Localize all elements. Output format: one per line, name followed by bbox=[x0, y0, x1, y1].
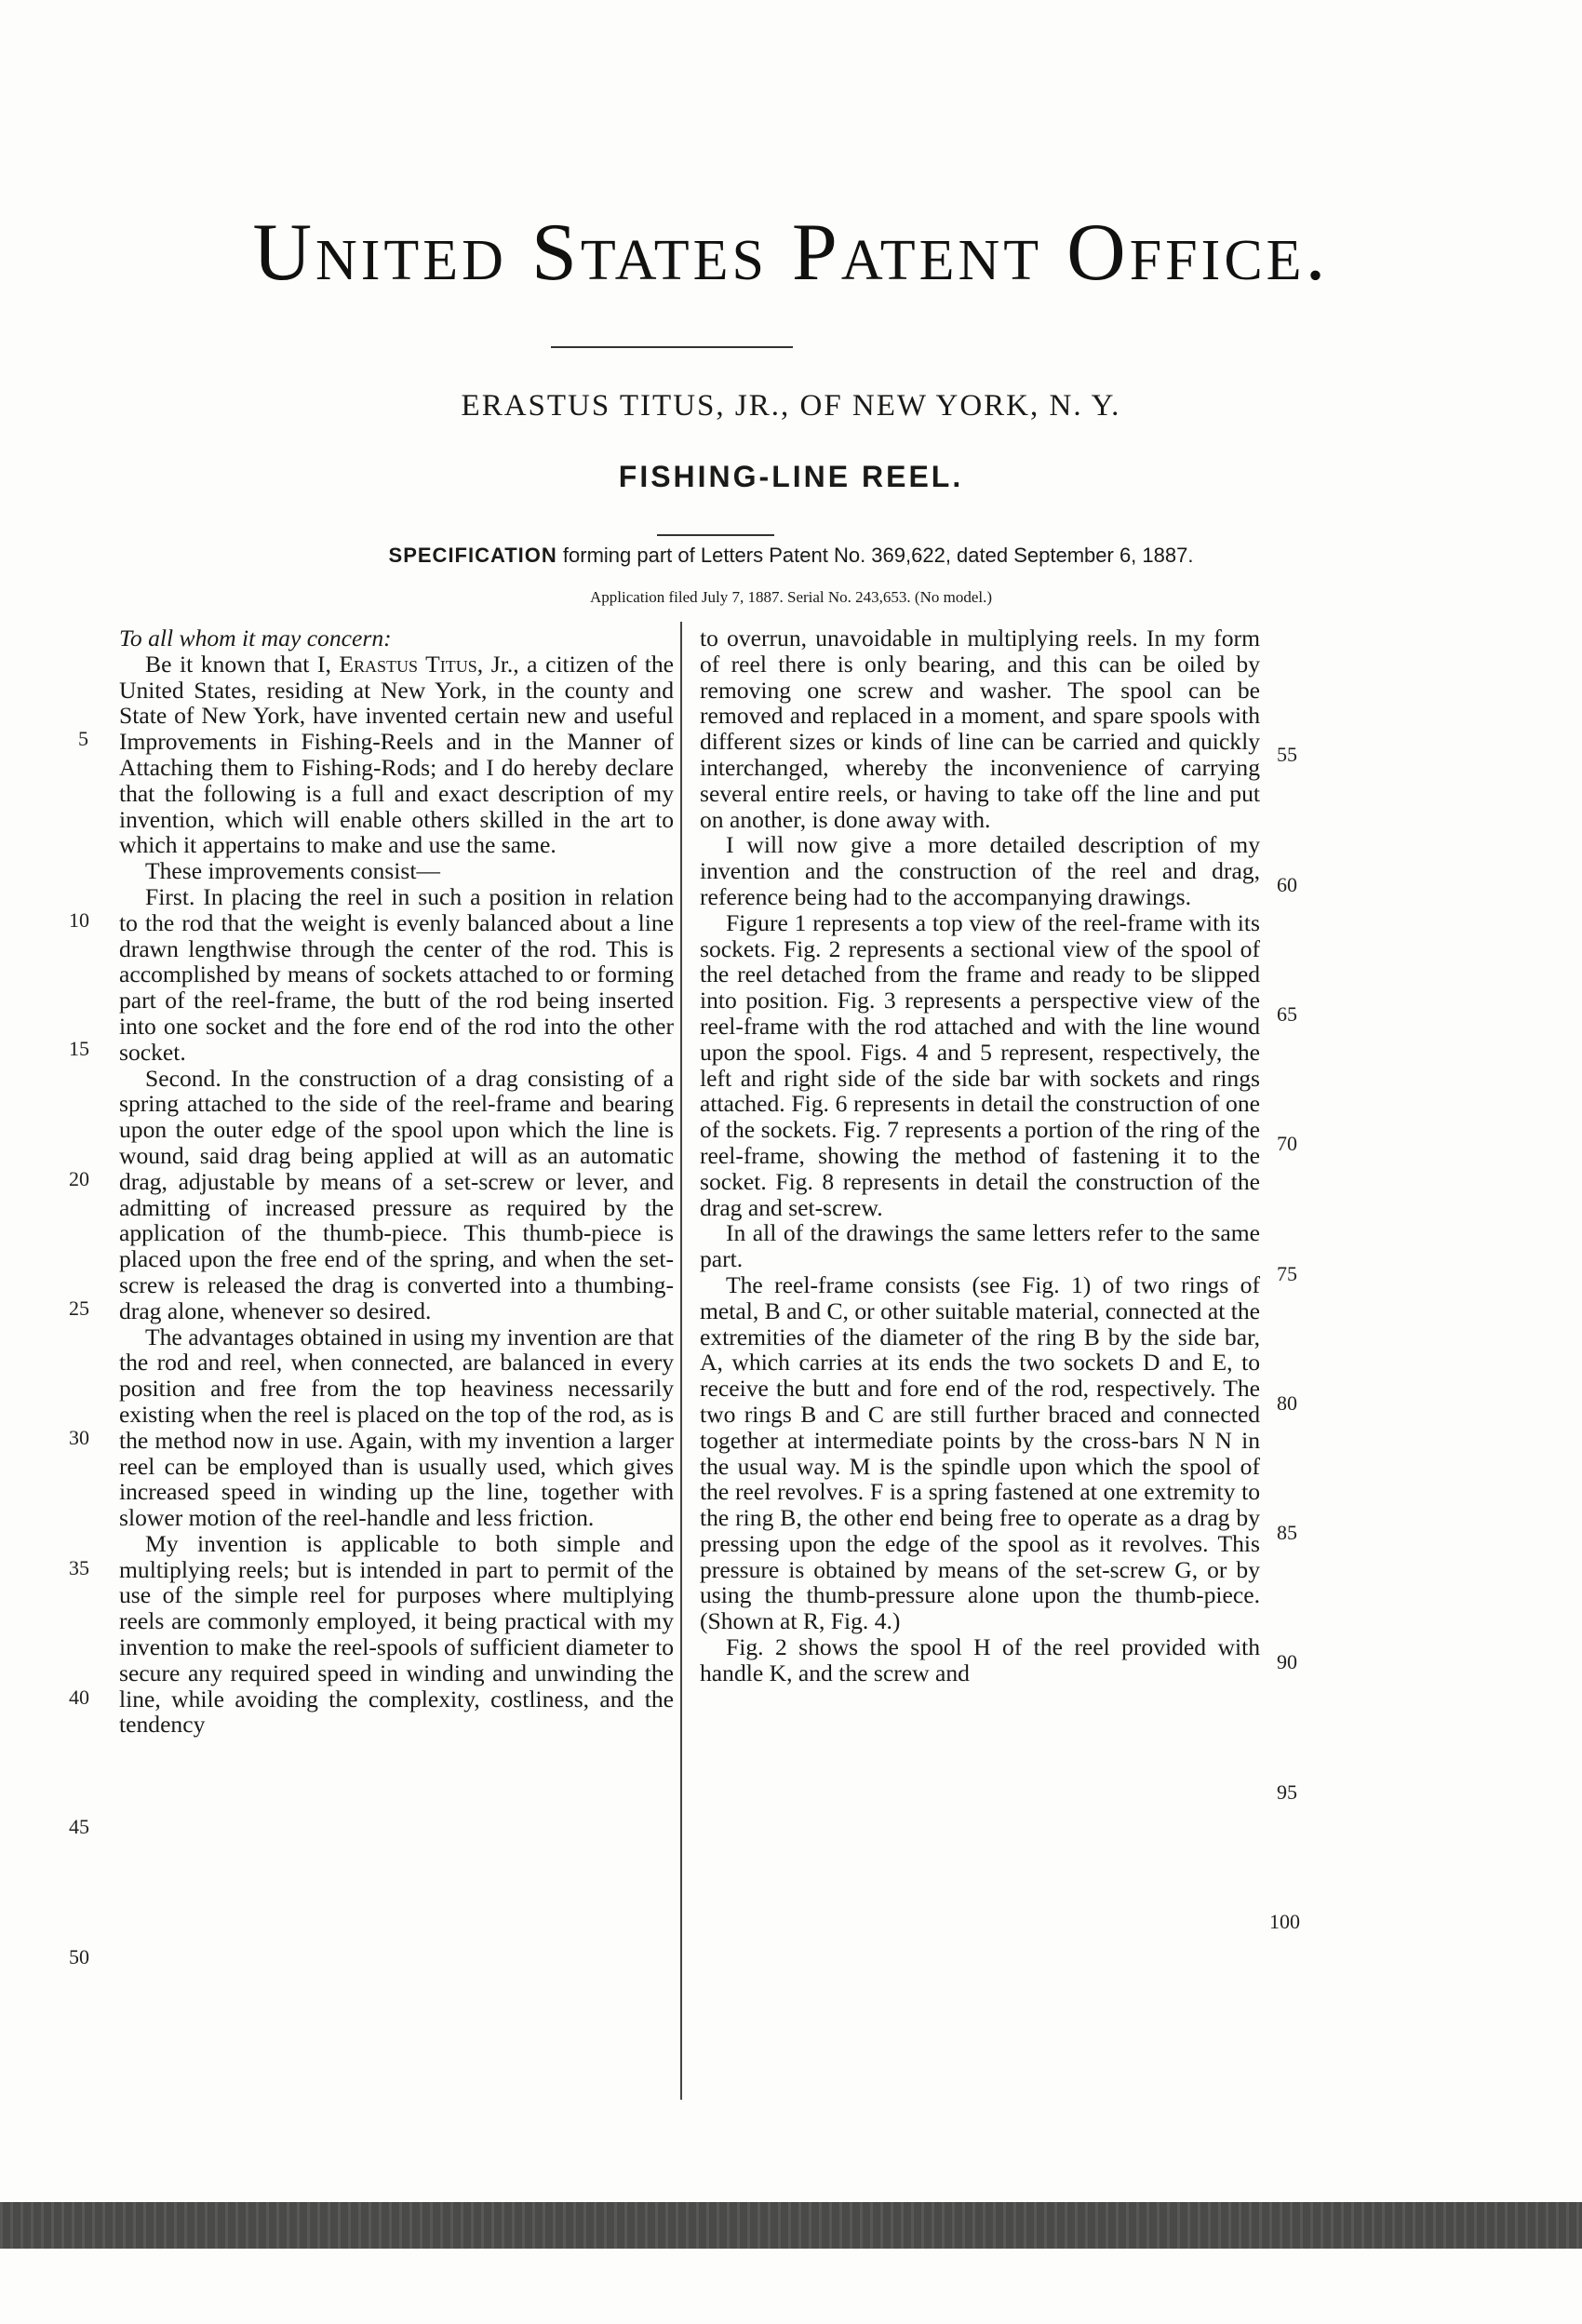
left-column bbox=[119, 625, 674, 1738]
invention-title: FISHING-LINE REEL. bbox=[618, 460, 964, 493]
line-number: 90 bbox=[1277, 1650, 1297, 1673]
line-number: 25 bbox=[69, 1296, 89, 1320]
paragraph: The reel-frame consists (see Fig. 1) of two rings of metal, B and C, or other suitable material, connected at the extremities of the diameter of the ring B by the side bar, A, which carries at its ends the two sockets D and E, to receive the butt and fore end of the rod, respectively. The two rings B and C are still further braced and connected together at intermediate points by the cross-bars N N in the usual way. M is the spindle upon which the spool of the reel revolves. F is a spring fastened at one extremity to the ring B, the other end being free to operate as a drag by pressing upon the edge of the spool as it revolves. This pressure is obtained by means of the set-screw G, or by using the thumb-pressure alone upon the thumb-piece. (Shown at R, Fig. 4.) bbox=[700, 1270, 1260, 1635]
right-column bbox=[700, 625, 1260, 1686]
line-number: 15 bbox=[69, 1037, 89, 1060]
line-number: 70 bbox=[1277, 1132, 1297, 1155]
line-number: 30 bbox=[69, 1426, 89, 1449]
specification-rest: forming part of Letters Patent No. 369,622, dated September 6, 1887. bbox=[556, 544, 1194, 567]
office-title: United States Patent Office. bbox=[252, 208, 1330, 298]
paragraph: First. In placing the reel in such a position in relation to the rod that the weight is evenly balanced about a line drawn lengthwise through the center of the rod. This is accomplished by means of sockets attached to or forming part of the reel-frame, the butt of the rod being inserted into one socket and the fore end of the rod into the other socket. bbox=[119, 882, 674, 1066]
line-number: 100 bbox=[1269, 1910, 1300, 1933]
line-number: 35 bbox=[69, 1556, 89, 1579]
paragraph bbox=[119, 652, 674, 858]
application-line: Application filed July 7, 1887. Serial No. 243,653. (No model.) bbox=[589, 588, 993, 606]
line-number: 60 bbox=[1277, 873, 1297, 896]
title-rule bbox=[551, 346, 793, 348]
scan-edge-band bbox=[0, 2202, 1582, 2249]
paragraph: I will now give a more detailed description of my invention and the construction of the reel and drag, reference being had to the accompanying drawings. bbox=[700, 831, 1260, 910]
inventor-line: ERASTUS TITUS, JR., OF NEW YORK, N. Y. bbox=[461, 389, 1121, 423]
invention-rule bbox=[657, 534, 774, 536]
line-number: 50 bbox=[69, 1945, 89, 1968]
paragraph: In all of the drawings the same letters refer to the same part. bbox=[700, 1219, 1260, 1273]
column-divider bbox=[680, 622, 682, 2100]
line-number: 10 bbox=[69, 908, 89, 932]
specification-line bbox=[0, 544, 1582, 568]
line-number: 40 bbox=[69, 1686, 89, 1709]
line-number: 20 bbox=[69, 1167, 89, 1190]
paragraph: Fig. 2 shows the spool H of the reel provided with handle K, and the screw and bbox=[700, 1633, 1260, 1686]
paragraph: to overrun, unavoidable in multiplying reels. In my form of reel there is only bearing, and this can be oiled by removing one screw and washer. The spool can be removed and replaced in a moment, and spare spools with different sizes or kinds of line can be carried and quickly interchanged, whereby the inconvenience of carrying several entire reels, or having to take off the line and put on another, is done away with. bbox=[700, 625, 1260, 833]
paragraph: Figure 1 represents a top view of the reel-frame with its sockets. Fig. 2 represents a sectional view of the spool of the reel detached from the frame and ready to be slipped into position. Fig. 3 represents a perspective view of the reel-frame with the rod attached and with the line wound upon the spool. Figs. 4 and 5 represent, respectively, the left and right side of the side bar with sockets and rings attached. Fig. 6 represents in detail the construction of one of the sockets. Fig. 7 represents a portion of the ring of the reel-frame, showing the method of fastening it to the socket. Fig. 8 represents in detail the construction of the drag and set-screw. bbox=[700, 908, 1260, 1221]
salutation: To all whom it may concern: bbox=[119, 625, 392, 652]
line-number: 55 bbox=[1277, 743, 1297, 766]
paragraph-text: , Jr., a citizen of the United States, residing at New York, in the county and State of New York, have invented certain new and useful Improvements in Fishing-Reels and in the Manner of Attaching them to Fishing-Rods; and I do hereby declare that the following is a full and exact description of my invention, which will enable others skilled in the art to which it appertains to make and use the same. bbox=[119, 650, 674, 859]
paragraph: The advantages obtained in using my invention are that the rod and reel, when connected, are balanced in every position and free from the top heaviness necessarily existing when the reel is placed on the top of the rod, as is the method now in use. Again, with my invention a larger reel can be employed than is usually used, which gives increased speed in winding up the line, together with slower motion of the reel-handle and less friction. bbox=[119, 1323, 674, 1532]
paragraph: Second. In the construction of a drag consisting of a spring attached to the side of the reel-frame and bearing upon the outer edge of the spool upon which the line is wound, said drag being applied at will as an automatic drag, adjustable by means of a set-screw or lever, and admitting of increased pressure as required by the application of the thumb-piece. This thumb-piece is placed upon the free end of the spring, and when the set-screw is released the drag is converted into a thumbing-drag alone, whenever so desired. bbox=[119, 1064, 674, 1324]
line-number: 5 bbox=[78, 727, 88, 750]
line-number: 85 bbox=[1277, 1521, 1297, 1544]
line-number: 45 bbox=[69, 1815, 89, 1838]
paragraph-text: Be it known that I, bbox=[145, 650, 340, 678]
paragraph: My invention is applicable to both simple and multiplying reels; but is intended in part to permit of the use of the simple reel for purposes where multiplying reels are commonly employed, it being practical with my invention to make the reel-spools of sufficient diameter to secure any required speed in winding and unwinding the line, while avoiding the complexity, costliness, and the tendency bbox=[119, 1529, 674, 1739]
inventor-name: Erastus Titus bbox=[339, 650, 477, 678]
specification-lead: SPECIFICATION bbox=[388, 544, 557, 567]
paragraph: These improvements consist— bbox=[145, 857, 441, 885]
line-number: 65 bbox=[1277, 1002, 1297, 1026]
line-number: 75 bbox=[1277, 1262, 1297, 1285]
line-number: 80 bbox=[1277, 1391, 1297, 1415]
line-number: 95 bbox=[1277, 1780, 1297, 1804]
